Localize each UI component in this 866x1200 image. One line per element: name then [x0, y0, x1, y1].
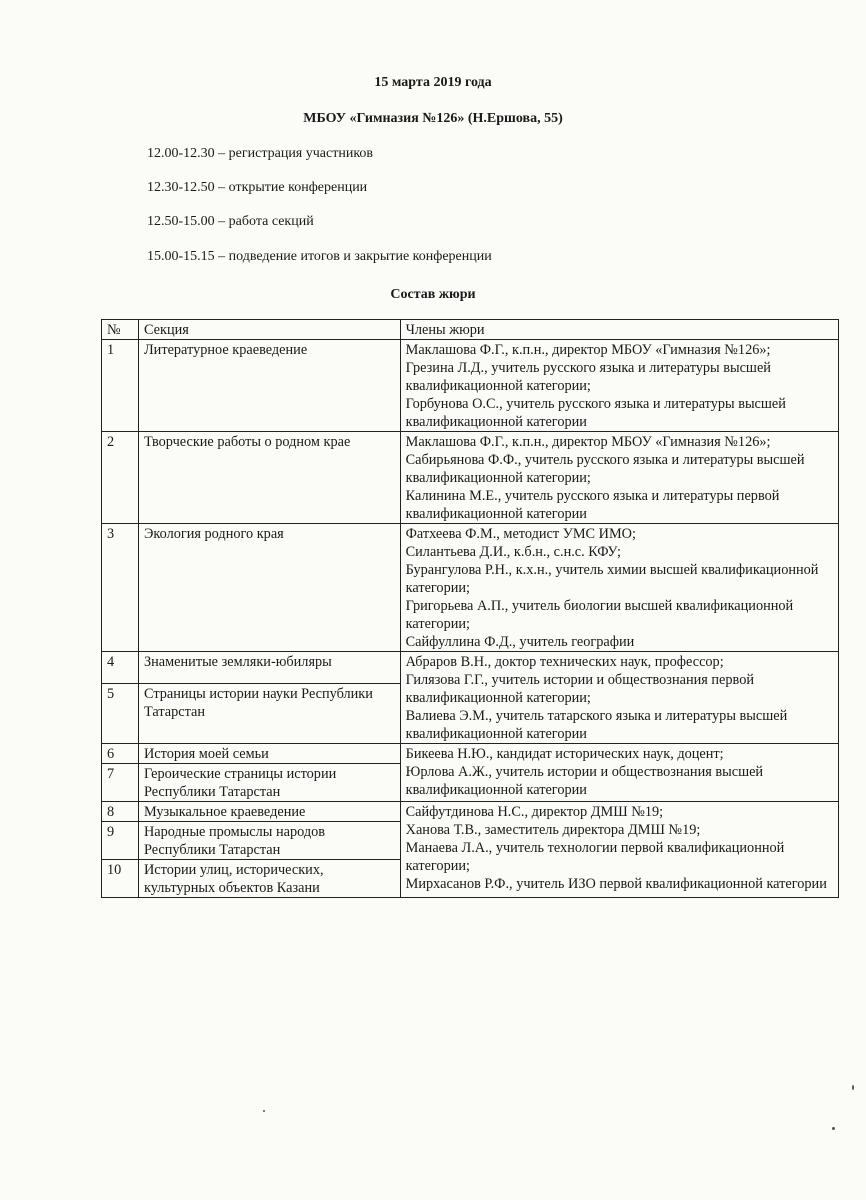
jury-members-cell — [400, 802, 838, 898]
table-header-row — [102, 320, 839, 340]
section-name: Знаменитые земляки-юбиляры — [138, 652, 400, 684]
schedule-item: 15.00-15.15 – подведение итогов и закрытие конференции — [147, 249, 492, 264]
jury-member: Горбунова О.С., учитель русского языка и литературы высшей квалификационной категории — [405, 396, 786, 430]
section-name: Народные промыслы народов Республики Татарстан — [138, 822, 400, 860]
section-number: 10 — [102, 860, 139, 898]
table-row — [102, 744, 839, 764]
table-row — [102, 432, 839, 524]
section-number: 3 — [102, 524, 139, 652]
jury-member: Юрлова А.Ж., учитель истории и обществознания высшей квалификационной категории — [405, 764, 764, 798]
section-number: 9 — [102, 822, 139, 860]
section-number: 5 — [102, 683, 139, 743]
section-name: Музыкальное краеведение — [138, 802, 400, 822]
header-section: Секция — [138, 320, 400, 340]
jury-member: Валиева Э.М., учитель татарского языка и литературы высшей квалификационной категории — [405, 708, 788, 742]
jury-member: Григорьева А.П., учитель биологии высшей квалификационной категории; — [405, 598, 794, 632]
scan-speck — [852, 1085, 854, 1090]
table-row — [102, 802, 839, 822]
header-number: № — [102, 320, 139, 340]
section-number: 8 — [102, 802, 139, 822]
schedule-item: 12.30-12.50 – открытие конференции — [147, 180, 368, 195]
jury-members-cell — [400, 340, 838, 432]
table-row — [102, 652, 839, 684]
jury-member: Абраров В.Н., доктор технических наук, профессор; — [405, 654, 724, 670]
document-date: 15 марта 2019 года — [374, 75, 492, 90]
jury-members-cell — [400, 524, 838, 652]
section-number: 2 — [102, 432, 139, 524]
schedule-item: 12.00-12.30 – регистрация участников — [147, 146, 374, 161]
jury-member: Грезина Л.Д., учитель русского языка и литературы высшей квалификационной категории; — [405, 360, 771, 394]
jury-members-cell — [400, 432, 838, 524]
section-name: Экология родного края — [138, 524, 400, 652]
jury-member: Фатхеева Ф.М., методист УМС ИМО; — [405, 526, 636, 542]
section-number: 1 — [102, 340, 139, 432]
scan-speck — [263, 1110, 265, 1112]
jury-member: Бурангулова Р.Н., к.х.н., учитель химии высшей квалификационной категории; — [405, 562, 819, 596]
section-name: Страницы истории науки Республики Татарстан — [138, 683, 400, 743]
jury-member: Силантьева Д.И., к.б.н., с.н.с. КФУ; — [405, 544, 621, 560]
table-row — [102, 524, 839, 652]
schedule-item: 12.50-15.00 – работа секций — [147, 214, 314, 229]
section-name: Истории улиц, исторических, культурных объектов Казани — [138, 860, 400, 898]
jury-member: Маклашова Ф.Г., к.п.н., директор МБОУ «Гимназия №126»; — [405, 342, 771, 358]
section-name: Героические страницы истории Республики Татарстан — [138, 764, 400, 802]
jury-member: Сабирьянова Ф.Ф., учитель русского языка и литературы высшей квалификационной категории; — [405, 452, 805, 486]
jury-member: Калинина М.Е., учитель русского языка и литературы первой квалификационной категории — [405, 488, 780, 522]
section-name: Литературное краеведение — [138, 340, 400, 432]
section-number: 4 — [102, 652, 139, 684]
jury-member: Гилязова Г.Г., учитель истории и обществознания первой квалификационной категории; — [405, 672, 754, 706]
jury-member: Ханова Т.В., заместитель директора ДМШ №19; — [405, 822, 701, 838]
jury-table — [101, 319, 839, 898]
jury-member: Сайфуллина Ф.Д., учитель географии — [405, 634, 635, 650]
jury-member: Сайфутдинова Н.С., директор ДМШ №19; — [405, 804, 664, 820]
jury-member: Маклашова Ф.Г., к.п.н., директор МБОУ «Гимназия №126»; — [405, 434, 771, 450]
section-name: История моей семьи — [138, 744, 400, 764]
school-address: МБОУ «Гимназия №126» (Н.Ершова, 55) — [303, 111, 563, 126]
section-name: Творческие работы о родном крае — [138, 432, 400, 524]
jury-members-cell — [400, 744, 838, 802]
section-number: 6 — [102, 744, 139, 764]
header-members: Члены жюри — [400, 320, 838, 340]
jury-member: Бикеева Н.Ю., кандидат исторических наук, доцент; — [405, 746, 724, 762]
jury-members-cell — [400, 652, 838, 744]
jury-member: Манаева Л.А., учитель технологии первой квалификационной категории; — [405, 840, 785, 874]
jury-title: Состав жюри — [390, 287, 476, 302]
section-number: 7 — [102, 764, 139, 802]
jury-member: Мирхасанов Р.Ф., учитель ИЗО первой квалификационной категории — [405, 876, 827, 892]
table-row — [102, 340, 839, 432]
scan-speck — [832, 1127, 835, 1130]
